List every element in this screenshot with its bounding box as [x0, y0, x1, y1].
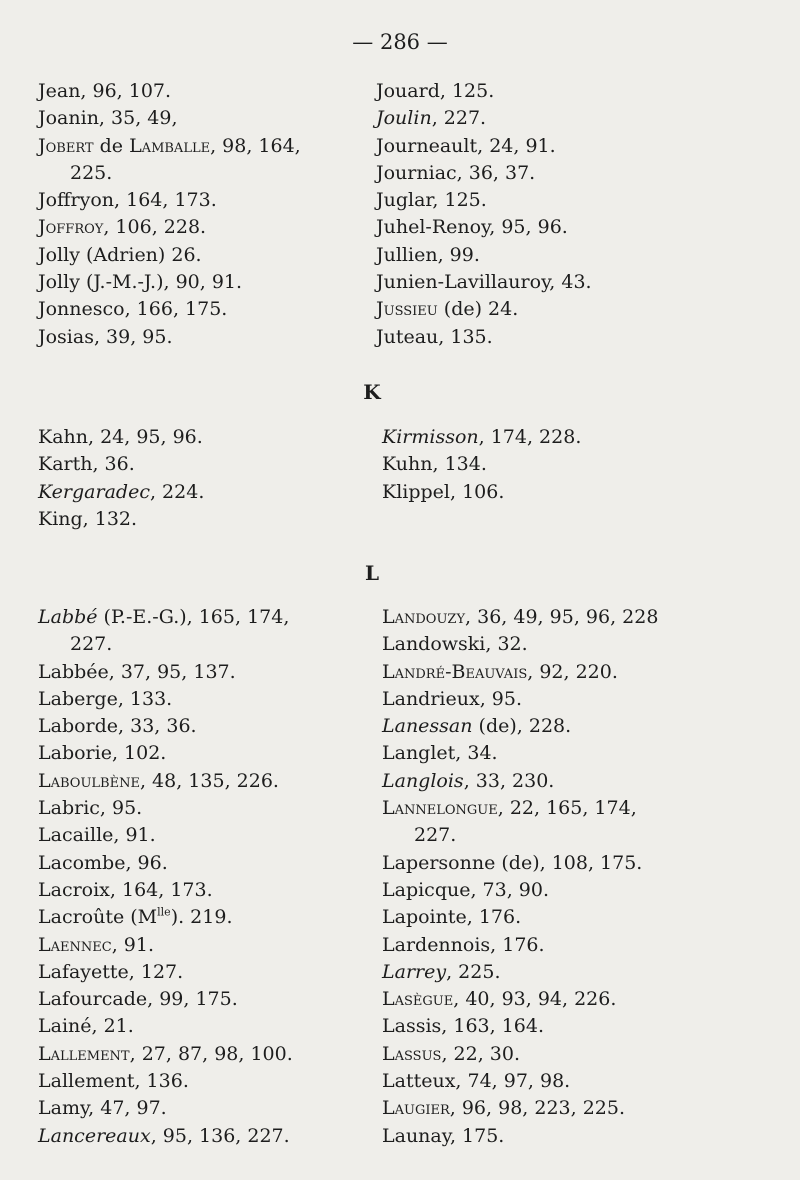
- entry-text: , 48, 135, 226.: [139, 769, 279, 792]
- index-column-j-right: [376, 78, 592, 351]
- entry-text: , 36, 49, 95, 96, 228: [465, 606, 659, 628]
- entry-text: Lacroix, 164, 173.: [38, 878, 213, 901]
- entry-text: Joffryon, 164, 173.: [38, 189, 217, 212]
- index-entry: [382, 631, 658, 658]
- entry-text: Lamballe: [129, 134, 211, 157]
- index-entry: [38, 795, 293, 822]
- index-entry: [376, 133, 592, 160]
- index-column-l-left: [38, 604, 293, 1150]
- entry-text: Larrey: [382, 960, 447, 983]
- index-entry: [382, 1095, 658, 1122]
- entry-text: Laennec: [38, 933, 112, 956]
- entry-text: Langlois: [382, 769, 464, 792]
- index-entry: [38, 932, 293, 959]
- index-entry: [38, 269, 301, 296]
- entry-text: Labric, 95.: [38, 797, 143, 820]
- index-entry: [382, 604, 658, 631]
- page-number: — 286 —: [352, 30, 448, 54]
- index-entry: [38, 604, 293, 631]
- index-entry: [38, 713, 293, 740]
- entry-text: Josias, 39, 95.: [38, 325, 173, 348]
- section-letter-l: L: [364, 561, 380, 585]
- entry-text: 227.: [70, 633, 113, 656]
- index-entry: [38, 1068, 293, 1095]
- entry-text: Lacaille, 91.: [38, 824, 156, 847]
- index-entry: [382, 877, 658, 904]
- index-entry: [38, 424, 204, 451]
- index-entry: [382, 986, 658, 1013]
- entry-text: Laborie, 102.: [38, 742, 167, 765]
- entry-text: Lassus: [382, 1042, 442, 1065]
- entry-text: Journiac, 36, 37.: [376, 161, 536, 184]
- entry-text: Jean, 96, 107.: [38, 80, 172, 102]
- entry-text: Lallement: [38, 1042, 130, 1065]
- entry-text: Jolly (J.-M.-J.), 90, 91.: [38, 271, 243, 294]
- entry-text: Laugier: [382, 1097, 450, 1120]
- index-entry: [376, 187, 592, 214]
- index-entry: [38, 850, 293, 877]
- entry-text: Laborde, 33, 36.: [38, 715, 197, 738]
- entry-text: Lapointe, 176.: [382, 906, 522, 929]
- entry-text: Juteau, 135.: [376, 325, 493, 348]
- entry-text: , 106, 228.: [103, 216, 207, 239]
- entry-text: , 227.: [431, 107, 487, 130]
- entry-text: Lasègue: [382, 988, 454, 1011]
- index-column-l-right: [382, 604, 658, 1150]
- entry-text: Landouzy: [382, 606, 466, 628]
- entry-text: Jouard, 125.: [376, 80, 495, 102]
- entry-text: Journeault, 24, 91.: [376, 134, 556, 157]
- entry-text: , 91.: [111, 933, 154, 956]
- entry-text: Labbée, 37, 95, 137.: [38, 660, 236, 683]
- entry-text: Lainé, 21.: [38, 1015, 134, 1038]
- index-entry-continuation: [382, 822, 658, 849]
- index-entry: [38, 1013, 293, 1040]
- entry-text: Lanessan: [382, 715, 473, 738]
- index-entry: [382, 1068, 658, 1095]
- entry-text: Lallement, 136.: [38, 1070, 189, 1093]
- index-entry: [376, 242, 592, 269]
- index-entry: [38, 324, 301, 351]
- entry-text: Jolly (Adrien) 26.: [38, 243, 202, 266]
- entry-text: Jonnesco, 166, 175.: [38, 298, 228, 321]
- index-entry: [376, 324, 592, 351]
- index-entry: [38, 822, 293, 849]
- entry-text: Kuhn, 134.: [382, 453, 487, 476]
- entry-text: Junien-Lavillauroy, 43.: [376, 271, 592, 294]
- index-entry: [382, 686, 658, 713]
- index-entry: [382, 424, 581, 451]
- index-entry: [38, 877, 293, 904]
- index-entry: [382, 713, 658, 740]
- index-entry: [38, 78, 301, 105]
- entry-text: , 96, 98, 223, 225.: [449, 1097, 626, 1120]
- entry-text: Joanin, 35, 49,: [38, 107, 178, 130]
- index-entry: [376, 105, 592, 132]
- index-entry: [376, 214, 592, 241]
- index-entry: [38, 187, 301, 214]
- index-entry: [38, 506, 204, 533]
- entry-text: Kirmisson: [382, 426, 479, 448]
- index-entry: [382, 850, 658, 877]
- index-entry: [38, 242, 301, 269]
- index-entry: [382, 1123, 658, 1150]
- entry-text: (de) 24.: [437, 298, 519, 321]
- index-entry: [38, 904, 293, 931]
- entry-text: Kahn, 24, 95, 96.: [38, 426, 203, 448]
- entry-text: , 98, 164,: [210, 134, 301, 157]
- index-entry: [382, 932, 658, 959]
- entry-text: Lannelongue: [382, 797, 498, 820]
- index-entry: [376, 160, 592, 187]
- index-entry: [376, 78, 592, 105]
- index-entry: [38, 1041, 293, 1068]
- index-entry: [382, 768, 658, 795]
- entry-text: , 27, 87, 98, 100.: [129, 1042, 293, 1065]
- entry-text: , 92, 220.: [527, 660, 618, 683]
- entry-text: Landowski, 32.: [382, 633, 528, 656]
- entry-text: Kergaradec: [38, 480, 150, 503]
- index-entry: [382, 904, 658, 931]
- entry-text: Langlet, 34.: [382, 742, 498, 765]
- index-entry: [38, 740, 293, 767]
- entry-text: Latteux, 74, 97, 98.: [382, 1070, 571, 1093]
- entry-text: Lacombe, 96.: [38, 851, 168, 874]
- entry-text: Jobert: [38, 134, 94, 157]
- index-entry: [38, 133, 301, 160]
- section-letter-k: K: [363, 380, 381, 404]
- entry-text: Lassis, 163, 164.: [382, 1015, 545, 1038]
- index-entry: [376, 296, 592, 323]
- entry-text: Landré-Beauvais: [382, 660, 528, 683]
- entry-text: Lamy, 47, 97.: [38, 1097, 167, 1120]
- entry-text: Lapicque, 73, 90.: [382, 878, 550, 901]
- index-entry: [38, 659, 293, 686]
- entry-text: 227.: [414, 824, 457, 847]
- index-entry-continuation: [38, 160, 301, 187]
- entry-text: 225.: [70, 161, 113, 184]
- entry-text: , 224.: [149, 480, 205, 503]
- entry-text: ). 219.: [170, 906, 233, 929]
- index-entry: [38, 986, 293, 1013]
- entry-text: Karth, 36.: [38, 453, 135, 476]
- entry-text: , 40, 93, 94, 226.: [453, 988, 617, 1011]
- index-entry: [382, 1041, 658, 1068]
- index-entry: [38, 479, 204, 506]
- index-entry: [38, 686, 293, 713]
- entry-text: King, 132.: [38, 507, 138, 530]
- entry-text: Lancereaux: [38, 1124, 151, 1147]
- entry-text: Laberge, 133.: [38, 687, 173, 710]
- entry-text: , 22, 165, 174,: [497, 797, 637, 820]
- entry-text: , 33, 230.: [463, 769, 555, 792]
- entry-text: lle: [157, 905, 171, 919]
- entry-text: Lardennois, 176.: [382, 933, 545, 956]
- entry-text: Lapersonne (de), 108, 175.: [382, 851, 643, 874]
- index-entry: [382, 479, 581, 506]
- entry-text: Juhel-Renoy, 95, 96.: [376, 216, 568, 239]
- index-entry: [382, 740, 658, 767]
- entry-text: Juglar, 125.: [376, 189, 487, 212]
- index-entry: [38, 105, 301, 132]
- entry-text: , 225.: [446, 960, 501, 983]
- index-column-k-left: [38, 424, 204, 533]
- entry-text: Landrieux, 95.: [382, 687, 522, 710]
- index-entry: [38, 214, 301, 241]
- entry-text: Labbé: [38, 606, 98, 628]
- index-entry: [38, 296, 301, 323]
- entry-text: (P.-E.-G.), 165, 174,: [97, 606, 290, 628]
- entry-text: Jussieu: [376, 298, 438, 321]
- entry-text: Jullien, 99.: [376, 243, 480, 266]
- index-entry: [38, 1123, 293, 1150]
- entry-text: Lacroûte (M: [38, 906, 158, 929]
- index-entry: [376, 269, 592, 296]
- entry-text: de: [93, 134, 130, 157]
- index-entry: [382, 1013, 658, 1040]
- index-column-k-right: [382, 424, 581, 506]
- entry-text: Lafourcade, 99, 175.: [38, 988, 238, 1011]
- index-entry: [38, 768, 293, 795]
- entry-text: Laboulbène: [38, 769, 140, 792]
- entry-text: Lafayette, 127.: [38, 960, 184, 983]
- index-entry: [382, 795, 658, 822]
- index-entry-continuation: [38, 631, 293, 658]
- entry-text: (de), 228.: [472, 715, 572, 738]
- index-entry: [382, 659, 658, 686]
- entry-text: Klippel, 106.: [382, 480, 505, 503]
- entry-text: Launay, 175.: [382, 1124, 505, 1147]
- index-entry: [382, 451, 581, 478]
- index-entry: [38, 959, 293, 986]
- entry-text: Joulin: [376, 107, 432, 130]
- entry-text: , 22, 30.: [441, 1042, 521, 1065]
- entry-text: , 95, 136, 227.: [150, 1124, 290, 1147]
- index-entry: [38, 1095, 293, 1122]
- entry-text: , 174, 228.: [478, 426, 582, 448]
- index-entry: [38, 451, 204, 478]
- index-entry: [382, 959, 658, 986]
- entry-text: Joffroy: [38, 216, 104, 239]
- index-column-j-left: [38, 78, 301, 351]
